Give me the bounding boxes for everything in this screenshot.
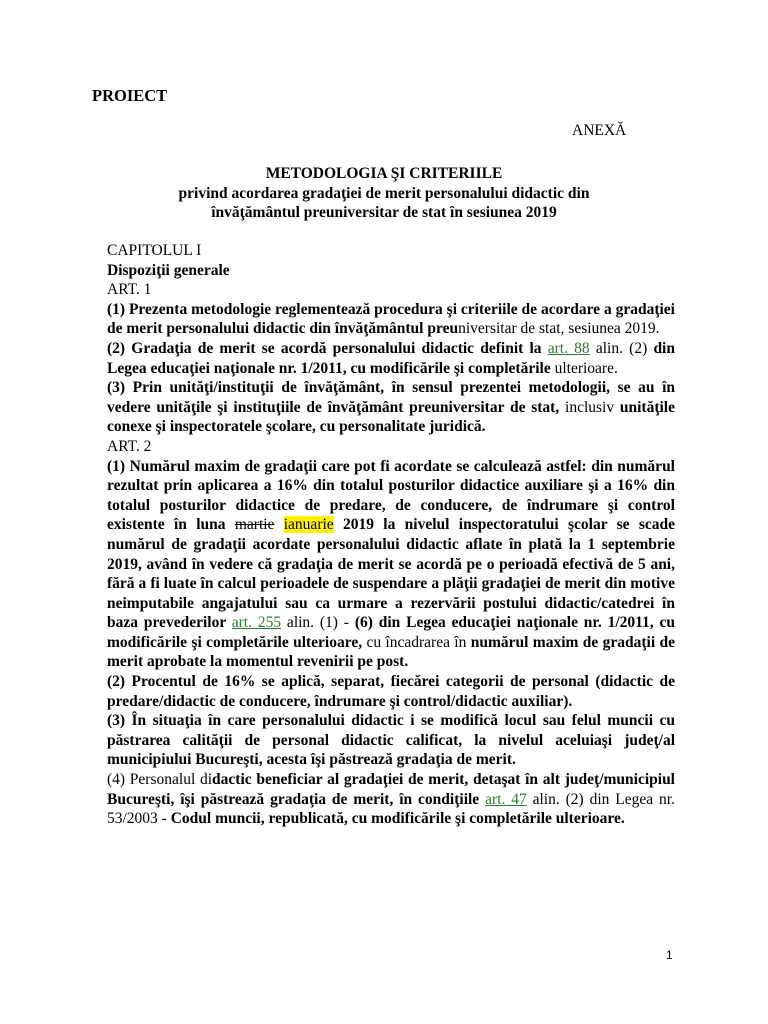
art1-paragraph-2: [107, 339, 675, 378]
art2-p1-a: (1) Numărul maxim de gradaţii care pot fi acordate se calculează astfel: din numărul rezultat prin aplicarea a 16% din totalul posturilor didactice auxiliare şi a 16% din totalul posturilor didactice de predare, de conducere, de îndrumare şi control existente în luna: [107, 457, 675, 534]
title-line-2: privind acordarea gradaţiei de merit personalului didactic din: [178, 184, 590, 202]
art1-paragraph-3: [107, 378, 675, 437]
art-255-link[interactable]: art. 255: [231, 614, 282, 632]
art2-p4-b: dactic beneficiar al gradaţiei de merit, detaşat în alt judeţ/municipiul Bucureşti, îşi păstrează gradaţia de merit, în condiţiile: [107, 771, 675, 808]
highlighted-word: ianuarie: [283, 516, 334, 534]
art1-p3-bold2: unităţile conexe şi inspectoratele şcolare, cu personalitate juridică.: [107, 398, 675, 436]
art2-p1-e: cu încadrarea în: [362, 633, 467, 651]
title-line-1: METODOLOGIA ŞI CRITERIILE: [265, 165, 503, 182]
project-label: PROIECT: [92, 86, 168, 105]
art1-p3-normal: inclusiv: [559, 398, 615, 416]
art1-paragraph-1: [107, 300, 675, 339]
art2-p4-d: Codul muncii, republicată, cu modificările şi completările ulterioare.: [170, 810, 625, 828]
art2-paragraph-1: [107, 457, 675, 673]
art2-p4-c: alin. (2) din Legea nr. 53/2003 -: [107, 790, 675, 828]
art1-p1-bold: (1) Prezenta metodologie reglementează procedura şi criteriile de acordare a gradaţiei de merit personalului didactic din învăţământul preu: [107, 300, 675, 338]
art2-paragraph-2: (2) Procentul de 16% se aplică, separat, fiecărei categorii de personal (didactic de predare/didactic de conducere, îndrumare şi control/didactic auxiliar).: [107, 673, 675, 710]
art2-p1-c: alin. (1) -: [281, 614, 355, 632]
art1-p2-law: din Legea educaţiei naţionale nr. 1/2011, cu modificările şi completările: [107, 339, 675, 377]
chapter-number: CAPITOLUL I: [107, 242, 202, 259]
chapter-title: Dispoziţii generale: [107, 261, 230, 279]
document-body: [107, 241, 675, 829]
art2-p4-a: (4) Personalul di: [107, 771, 213, 789]
page-number: 1: [666, 948, 673, 962]
art2-paragraph-3: (3) În situaţia în care personalului didactic i se modifică locul sau felul muncii cu păstrarea calităţii de personal didactic calificat, la nivelul aceluiaşi judeţ/al municipiului Bucureşti, acesta îşi păstrează gradaţia de merit.: [107, 712, 675, 769]
art2-paragraph-4: [107, 770, 675, 829]
annex-label: ANEXĂ: [572, 122, 627, 139]
art1-p2-alin: alin. (2): [589, 339, 648, 357]
art2-p1-f: numărul maxim de gradaţii de merit aprobate la momentul revenirii pe post.: [107, 633, 675, 671]
art-88-link[interactable]: art. 88: [547, 339, 590, 357]
art2-p1-d: (6) din Legea educaţiei naţionale nr. 1/2011, cu modificările şi completările ulterioare,: [107, 614, 675, 651]
art2-p1-b: 2019 la nivelul inspectoratului şcolar se scade numărul de gradaţii acordate personalului didactic aflate în plată la 1 septembrie 2019, având în vedere că gradaţia de merit se acordă pe o perioadă efectivă de 5 ani, fără a fi luate în calcul perioadele de suspendare a plăţii gradaţiei de merit din motive neimputabile angajatului sau ca urmare a rezervării postului didactic/catedrei în baza prevederilor: [107, 516, 675, 632]
article-2-label: ART. 2: [107, 437, 152, 455]
article-1-label: ART. 1: [107, 281, 152, 299]
art-47-link[interactable]: art. 47: [485, 790, 527, 808]
art1-p2-text: (2) Gradaţia de merit se acordă personalului didactic definit la: [107, 339, 548, 357]
struck-word: martie: [234, 516, 275, 534]
document-title: [92, 164, 676, 223]
title-line-3: învăţământul preuniversitar de stat în sesiunea 2019: [211, 204, 557, 221]
art1-p1-normal: niversitar de stat, sesiunea 2019.: [458, 320, 660, 338]
art1-p3-bold: (3) Prin unităţi/instituţii de învăţământ, în sensul prezentei metodologii, se au în vedere unităţile şi instituţiile de învăţământ preuniversitar de stat,: [107, 379, 675, 416]
art1-p2-end: ulterioare.: [550, 359, 618, 377]
